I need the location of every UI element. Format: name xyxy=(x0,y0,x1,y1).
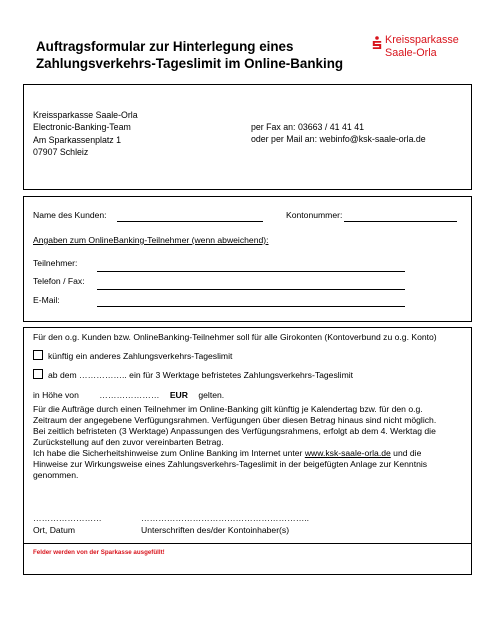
website-link[interactable]: www.ksk-saale-orla.de xyxy=(304,448,391,458)
currency-label: EUR xyxy=(169,390,188,400)
option-permanent xyxy=(33,350,232,362)
customer-name-field[interactable] xyxy=(117,221,263,222)
customer-name-label: Name des Kunden: xyxy=(33,210,107,220)
address-line-3: Am Sparkassenplatz 1 xyxy=(33,134,122,145)
logo-line-2: Saale-Orla xyxy=(385,47,437,59)
address-box xyxy=(23,84,472,190)
logo-line-1: Kreissparkasse xyxy=(385,34,459,46)
logo-text xyxy=(385,34,459,60)
date-signature-dots xyxy=(33,513,102,524)
order-box xyxy=(23,327,472,575)
address-line-4: 07907 Schleiz xyxy=(33,147,89,158)
bank-address xyxy=(33,109,138,159)
permanent-limit-checkbox[interactable] xyxy=(33,350,43,360)
customer-box xyxy=(23,196,472,322)
explanation-line-1: Für die Aufträge durch einen Teilnehmer im Online-Banking gilt künftig je Kalendertag bzw. für den o.g. xyxy=(33,404,423,414)
option-temporary xyxy=(33,369,353,381)
date-label: Ort, Datum xyxy=(33,525,76,535)
date-field[interactable]: …………………… xyxy=(33,513,102,523)
address-line-1: Kreissparkasse Saale-Orla xyxy=(33,110,138,120)
bank-only-note: Felder werden von der Sparkasse ausgefüllt! xyxy=(33,549,165,556)
order-intro: Für den o.g. Kunden bzw. OnlineBanking-Teilnehmer soll für alle Girokonten (Kontoverbund zu o.g. Konto) xyxy=(33,332,437,342)
phone-fax-field[interactable] xyxy=(97,289,405,290)
address-line-2: Electronic-Banking-Team xyxy=(33,122,131,133)
limit-explanation xyxy=(33,404,469,481)
amount-field[interactable]: ………………… xyxy=(99,390,160,400)
email-field[interactable] xyxy=(97,306,405,307)
security-line-1 xyxy=(33,448,469,459)
explanation-line-2: Zeitraum der angegebene Verfügungsrahmen. Verfügungen über diesen Betrag hinaus sind nicht möglich. xyxy=(33,415,437,425)
security-line-2: Hinweise zur Wirkungsweise eines Zahlungsverkehrs-Tageslimit in der beigefügten Anlage zur Kenntnis xyxy=(33,459,428,469)
account-number-field[interactable] xyxy=(344,221,457,222)
account-number-label: Kontonummer: xyxy=(286,210,343,220)
signature-dots xyxy=(141,513,309,524)
page-title xyxy=(36,38,343,72)
signature-label: Unterschriften des/der Kontoinhaber(s) xyxy=(141,525,290,535)
participant-label: Teilnehmer: xyxy=(33,258,78,268)
sparkasse-s-icon xyxy=(372,36,382,50)
phone-fax-label: Telefon / Fax: xyxy=(33,276,85,286)
title-line-2: Zahlungsverkehrs-Tageslimit im Online-Banking xyxy=(36,56,344,71)
amount-prefix: in Höhe von xyxy=(33,390,79,400)
mail-address: oder per Mail an: webinfo@ksk-saale-orla.de xyxy=(251,134,426,145)
email-label: E-Mail: xyxy=(33,295,60,305)
participant-field[interactable] xyxy=(97,271,405,272)
fax-number: per Fax an: 03663 / 41 41 41 xyxy=(251,122,364,132)
contact-info xyxy=(251,121,426,146)
sparkasse-logo xyxy=(372,34,472,68)
security-line-3: genommen. xyxy=(33,470,79,480)
option-temporary-label: ab dem …………….. ein für 3 Werktage befristetes Zahlungsverkehrs-Tageslimit xyxy=(48,370,354,380)
amount-suffix: gelten. xyxy=(198,390,225,400)
temporary-limit-checkbox[interactable] xyxy=(33,369,43,379)
bank-section-divider xyxy=(24,543,471,544)
explanation-line-3: Bei zeitlich befristeten (3 Werktage) Anpassungen des Verfügungsrahmens, erfolgt ab dem 4. Werktag die xyxy=(33,426,436,436)
title-line-1: Auftragsformular zur Hinterlegung eines xyxy=(36,39,294,54)
participant-heading: Angaben zum OnlineBanking-Teilnehmer (wenn abweichend): xyxy=(33,235,269,245)
security-text-b: und die xyxy=(393,448,422,458)
explanation-line-4: Zurückstellung auf den zuvor vereinbarten Betrag. xyxy=(33,437,224,447)
option-permanent-label: künftig ein anderes Zahlungsverkehrs-Tageslimit xyxy=(48,351,233,361)
signature-field[interactable]: ………………………………………………….. xyxy=(141,513,310,523)
amount-row xyxy=(33,390,224,401)
security-text-a: Ich habe die Sicherheitshinweise zum Online Banking im Internet unter xyxy=(33,448,303,458)
